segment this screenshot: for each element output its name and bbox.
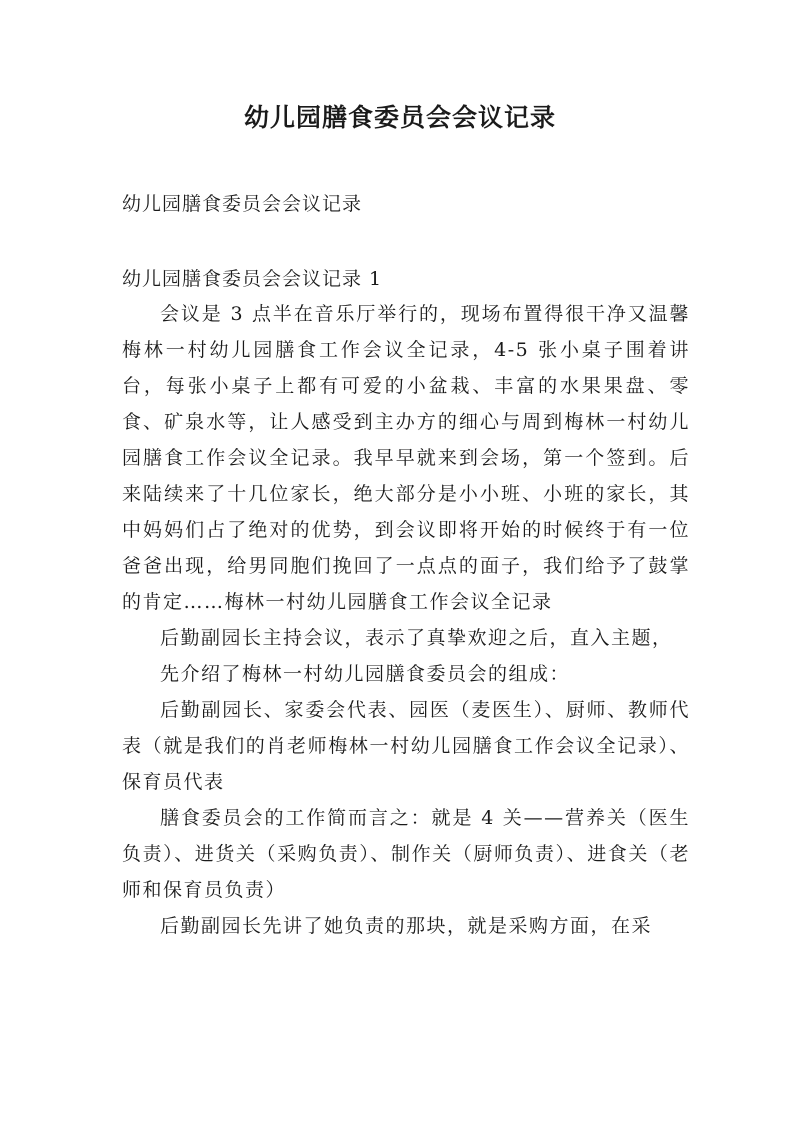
section-heading: 幼儿园膳食委员会会议记录 1 xyxy=(122,268,383,290)
document-body xyxy=(122,296,690,944)
paragraph: 会议是 3 点半在音乐厅举行的，现场布置得很干净又温馨梅林一村幼儿园膳食工作会议全记录，4-5 张小桌子围着讲台，每张小桌子上都有可爱的小盆栽、丰富的水果果盘、零食、矿泉水等，让人感受到主办方的细心与周到梅林一村幼儿园膳食工作会议全记录。我早早就来到会场，第一个签到。后来陆续来了十几位家长，绝大部分是小小班、小班的家长，其中妈妈们占了绝对的优势，到会议即将开始的时候终于有一位爸爸出现，给男同胞们挽回了一点点的面子，我们给予了鼓掌的肯定……梅林一村幼儿园膳食工作会议全记录 xyxy=(122,303,690,613)
paragraph: 后勤副园长先讲了她负责的那块，就是采购方面，在采 xyxy=(160,915,653,937)
paragraph: 后勤副园长主持会议，表示了真挚欢迎之后，直入主题， xyxy=(160,627,673,649)
paragraph: 先介绍了梅林一村幼儿园膳食委员会的组成： xyxy=(160,663,571,685)
document-title: 幼儿园膳食委员会会议记录 xyxy=(243,103,556,132)
paragraph: 膳食委员会的工作简而言之：就是 4 关——营养关（医生负责）、进货关（采购负责）、制作关（厨师负责）、进食关（老师和保育员负责） xyxy=(122,807,690,901)
document-subtitle: 幼儿园膳食委员会会议记录 xyxy=(122,193,363,215)
paragraph: 后勤副园长、家委会代表、园医（麦医生）、厨师、教师代表（就是我们的肖老师梅林一村幼儿园膳食工作会议全记录）、保育员代表 xyxy=(122,699,690,793)
